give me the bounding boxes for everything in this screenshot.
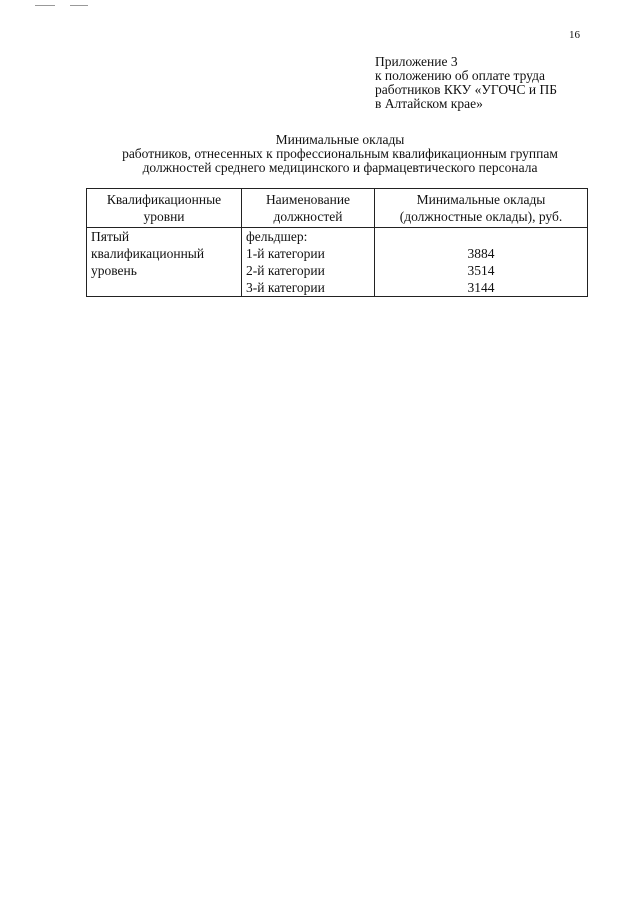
header-text: уровни	[143, 209, 185, 224]
position-title: фельдшер:	[246, 229, 308, 244]
category-label: 3-й категории	[246, 280, 325, 295]
level-text: Пятый	[91, 229, 130, 244]
salary-amount: 3144	[467, 280, 495, 295]
header-text: Наименование	[265, 192, 351, 207]
cell-salary-amounts	[375, 228, 588, 297]
title-line: должностей среднего медицинского и фармацевтического персонала	[142, 160, 538, 175]
header-text: Минимальные оклады	[416, 192, 546, 207]
scan-artifact	[70, 5, 88, 6]
category-label: 1-й категории	[246, 246, 325, 261]
cell-position-names	[242, 228, 375, 297]
header-qualification-levels	[87, 189, 242, 228]
cell-qualification-level	[87, 228, 242, 297]
salary-amount: 3514	[467, 263, 495, 278]
table-header-row	[87, 189, 588, 228]
category-label: 2-й категории	[246, 263, 325, 278]
header-minimum-salaries	[375, 189, 588, 228]
salary-table	[86, 188, 588, 297]
header-text: должностей	[273, 209, 343, 224]
appendix-header	[375, 55, 615, 111]
title-line: Минимальные оклады	[275, 132, 405, 147]
header-position-names	[242, 189, 375, 228]
level-text: уровень	[91, 263, 137, 278]
salary-amount: 3884	[467, 246, 495, 261]
appendix-line: работников ККУ «УГОЧС и ПБ	[375, 82, 558, 97]
appendix-line: в Алтайском крае»	[375, 96, 483, 111]
scan-artifact	[35, 5, 55, 6]
level-text: квалификационный	[91, 246, 205, 261]
appendix-line: к положению об оплате труда	[375, 68, 545, 83]
title-line: работников, отнесенных к профессиональным квалификационным группам	[122, 146, 558, 161]
document-title	[80, 133, 600, 175]
page-number: 16	[569, 29, 580, 41]
table-row	[87, 228, 588, 297]
appendix-line: Приложение 3	[375, 54, 458, 69]
header-text: Квалификационные	[106, 192, 222, 207]
header-text: (должностные оклады), руб.	[399, 209, 563, 224]
